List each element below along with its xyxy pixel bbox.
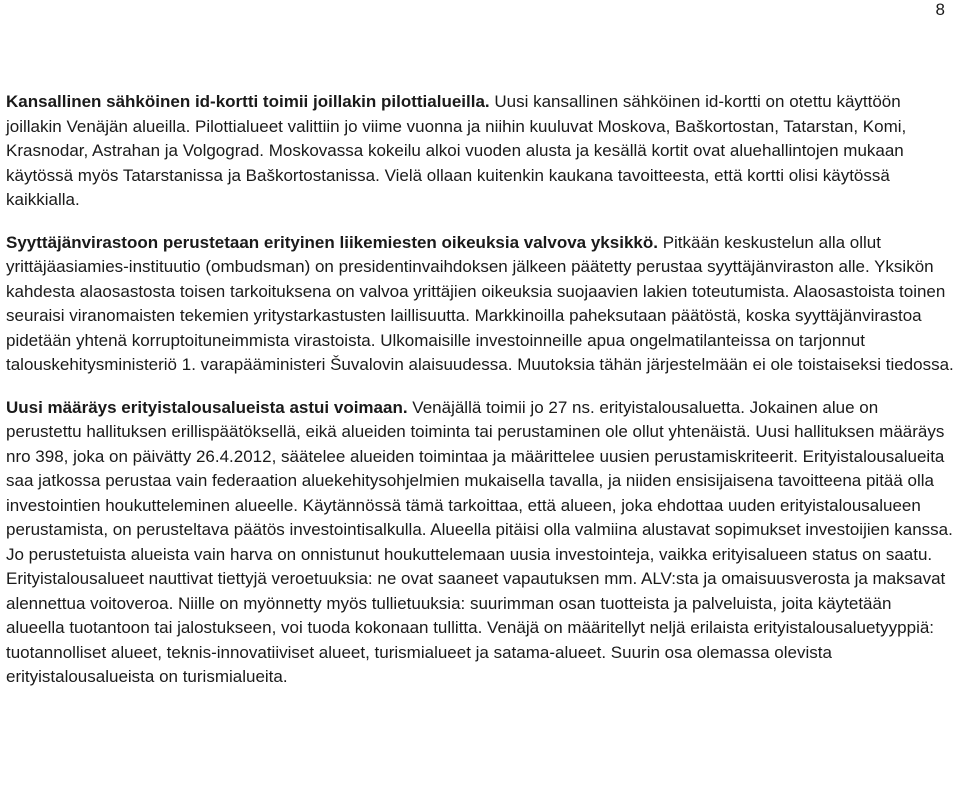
paragraph-text: Uusi kansallinen sähköinen id-kortti on otettu käyttöön joillakin Venäjän alueilla. Pilottialueet valittiin jo viime vuonna ja niihin kuuluvat Moskova, Baškortostan, Tatarstan, Komi, Krasnodar, Astrahan ja Volgograd. Moskovassa kokeilu alkoi vuoden alusta ja kesällä kortit ovat aluehallintojen mukaan käytössä myös Tatarstanissa ja Baškortostanissa. Vielä ollaan kuitenkin kaukana tavoitteesta, että kortti olisi käytössä kaikkialla.: [6, 92, 907, 209]
paragraph-heading: Uusi määräys erityistalousalueista astui voimaan.: [6, 397, 408, 417]
page-number: 8: [935, 0, 945, 19]
paragraph-prosecutor-unit: [6, 231, 954, 378]
paragraph-heading: Kansallinen sähköinen id-kortti toimii joillakin pilottialueilla.: [6, 92, 490, 111]
paragraph-text: Pitkään keskustelun alla ollut yrittäjäasiamies-instituutio (ombudsman) on presidentinvaihdoksen jälkeen päätetty perustaa syyttäjänviraston alle. Yksikön kahdesta alaosastosta toisen tarkoituksena on valvoa yrittäjien oikeuksia suojaavien lakien toteutumista. Alaosastoista toinen seuraisi viranomaisten tekemien yritystarkastusten laillisuutta. Markkinoilla paheksutaan päätöstä, koska syyttäjänvirastoa pidetään yhtenä korruptoituneimmista virastoista. Ulkomaisille investoinneille apua ongelmatilanteissa on tarjonnut talouskehitysministeriö 1. varapääministeri Šuvalovin alaisuudessa. Muutoksia tähän järjestelmään ei ole toistaiseksi tiedossa.: [6, 232, 954, 374]
paragraph-id-card: [6, 90, 954, 213]
document-body: [6, 90, 954, 708]
paragraph-heading: Syyttäjänvirastoon perustetaan erityinen liikemiesten oikeuksia valvova yksikkö.: [6, 232, 658, 252]
paragraph-special-economic-zones: [6, 396, 954, 690]
paragraph-text: Venäjällä toimii jo 27 ns. erityistalousaluetta. Jokainen alue on perustettu hallituksen erillispäätöksellä, eikä alueiden toiminta tai perustaminen ole ollut yhtenäistä. Uusi hallituksen määräys nro 398, joka on päivätty 26.4.2012, säätelee alueiden toimintaa ja määrittelee uusien perustamiskriteerit. Erityistalousalueita saa jatkossa perustaa vain federaation aluekehitysohjelmien mukaisella tavalla, ja niiden ensisijaisena tavoitteena pitää olla investointien houkutteleminen alueelle. Käytännössä tämä tarkoittaa, että alueen, joka ehdottaa uuden erityistalousalueen perustamista, on perusteltava päätös investointisalkulla. Alueella pitäisi olla valmiina alustavat sopimukset investoijien kanssa. Jo perustetuista alueista vain harva on onnistunut houkuttelemaan uusia investointeja, vaikka erityisalueen status on saatu. Erityistalousalueet nauttivat tiettyjä veroetuuksia: ne ovat saaneet vapautuksen mm. ALV:sta ja omaisuusverosta ja maksavat alennettua voitoveroa. Niille on myönnetty myös tullietuuksia: suurimman osan tuotteista ja palveluista, joita käytetään alueella tuotantoon tai jalostukseen, voi tuoda kokonaan tullitta. Venäjä on määritellyt neljä erilaista erityistalousaluetyyppiä: tuotannolliset alueet, teknis-innovatiiviset alueet, turismialueet ja satama-alueet. Suurin osa olemassa olevista erityistalousalueista on turismialueita.: [6, 397, 953, 686]
